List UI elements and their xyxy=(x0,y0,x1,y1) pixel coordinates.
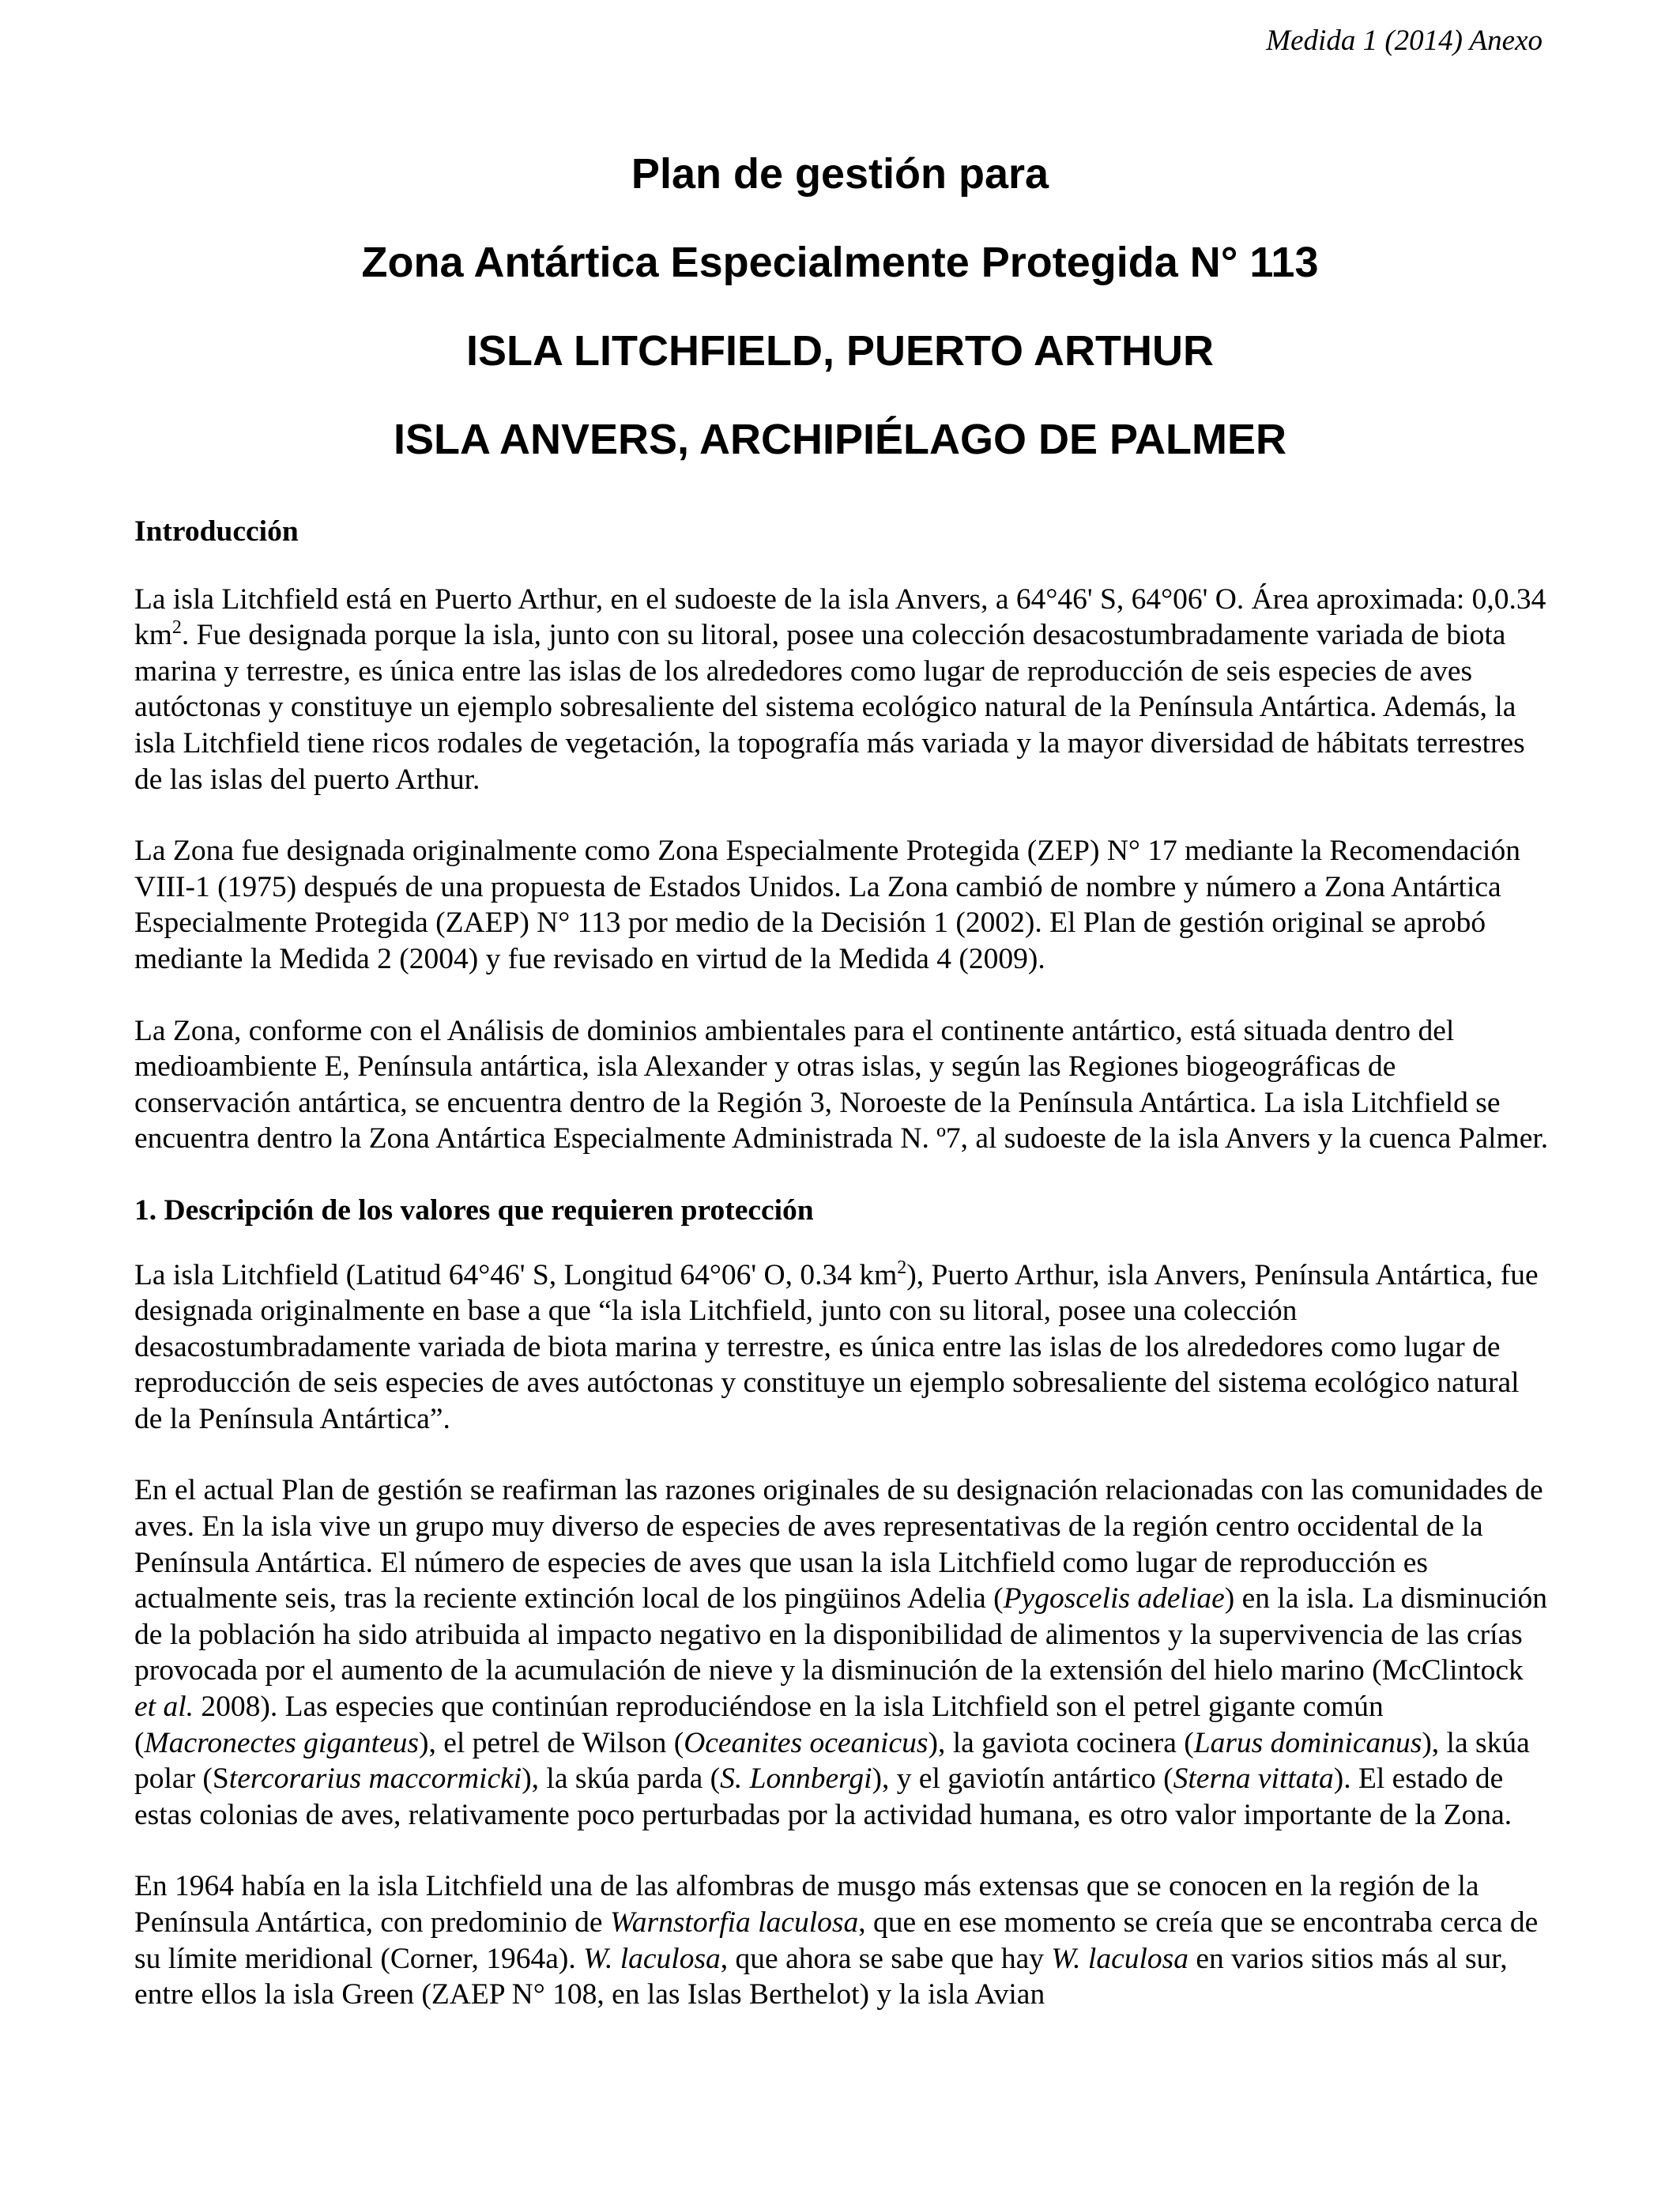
species-name: W. laculosa xyxy=(583,1942,721,1975)
s1-p3-text: en varios sitios más al sur, entre ellos la isla Green (ZAEP N° 108, en las Islas Berthelot) y la isla Avian xyxy=(134,1942,1508,2011)
s1-p2-text: En el actual Plan de gestión se reafirman las razones originales de su designación relacionadas con las comunidades de aves. En la isla vive un grupo muy diverso de especies de aves representativas de la región centro occidental de la Península Antártica. El número de especies de aves que usan la isla Litchfield como lugar de reproducción es actualmente seis, tras la reciente extinción local de los pingüinos Adelia ( xyxy=(134,1474,1543,1615)
s1-p2-text: 2008). Las especies que continúan reproduciéndose en la isla Litchfield son el petrel gigante común ( xyxy=(134,1691,1384,1759)
section-1-heading: 1. Descripción de los valores que requieren protección xyxy=(134,1193,814,1227)
species-name: Sterna vittata xyxy=(1173,1762,1334,1796)
intro-paragraph-1 xyxy=(134,582,1549,798)
document-title xyxy=(0,144,1680,498)
species-name: tercorarius maccormicki xyxy=(228,1762,522,1796)
species-name: Warnstorfia laculosa xyxy=(609,1906,859,1939)
section-1-paragraph-2 xyxy=(134,1472,1549,1833)
s1-p1-superscript: 2 xyxy=(897,1257,907,1278)
s1-p3-text: , que en ese momento se creía que se encontraba cerca de su límite meridional (Corner, 1964a). xyxy=(134,1906,1539,1975)
s1-p3-text: , que ahora se sabe que hay xyxy=(720,1942,1052,1975)
intro-paragraph-3: La Zona, conforme con el Análisis de dominios ambientales para el continente antártico, está situada dentro del medioambiente E, Península antártica, isla Alexander y otras islas, y según las Regiones biogeográficas de conservación antártica, se encuentra dentro de la Región 3, Noroeste de la Península Antártica. La isla Litchfield se encuentra dentro la Zona Antártica Especialmente Administrada N. º7, al sudoeste de la isla Anvers y la cuenca Palmer. xyxy=(134,1014,1549,1155)
species-name: Oceanites oceanicus xyxy=(684,1726,929,1759)
s1-p1-text-a: La isla Litchfield (Latitud 64°46' S, Longitud 64°06' O, 0.34 km xyxy=(134,1258,898,1291)
species-name: Macronectes giganteus xyxy=(144,1726,419,1759)
intro-p1-text-b: . Fue designada porque la isla, junto con su litoral, posee una colección desacostumbradamente variada de biota marina y terrestre, es única entre las islas de los alrededores como lugar de reproducción de seis especies de aves autóctonas y constituye un ejemplo sobresaliente del sistema ecológico natural de la Península Antártica. Además, la isla Litchfield tiene ricos rodales de vegetación, la topografía más variada y la mayor diversidad de hábitats terrestres de las islas del puerto Arthur. xyxy=(134,619,1525,796)
intro-paragraph-2: La Zona fue designada originalmente como Zona Especialmente Protegida (ZEP) N° 17 mediante la Recomendación VIII-1 (1975) después de una propuesta de Estados Unidos. La Zona cambió de nombre y número a Zona Antártica Especialmente Protegida (ZAEP) N° 113 por medio de la Decisión 1 (2002). El Plan de gestión original se aprobó mediante la Medida 2 (2004) y fue revisado en virtud de la Medida 4 (2009). xyxy=(134,835,1520,975)
s1-p2-text: ), y el gaviotín antártico ( xyxy=(872,1762,1173,1796)
s1-p2-text: ), la skúa polar (S xyxy=(134,1726,1530,1796)
species-name: S. Lonnbergi xyxy=(720,1762,872,1796)
intro-heading: Introducción xyxy=(134,515,299,548)
page-header-note: Medida 1 (2014) Anexo xyxy=(1266,25,1543,57)
s1-p3-text: En 1964 había en la isla Litchfield una de las alfombras de musgo más extensas que se conocen en la región de la Península Antártica, con predominio de xyxy=(134,1870,1479,1939)
intro-p1-text-a: La isla Litchfield está en Puerto Arthur, en el sudoeste de la isla Anvers, a 64°46' S, 64°06' O. Área aproximada: 0,0.34 km xyxy=(134,582,1546,652)
citation-et-al: et al. xyxy=(134,1691,194,1724)
s1-p2-text: ), la skúa parda ( xyxy=(522,1762,721,1796)
s1-p1-text-b: ), Puerto Arthur, isla Anvers, Península Antártica, fue designada originalmente en base a que “la isla Litchfield, junto con su litoral, posee una colección desacostumbradamente variada de biota marina y terrestre, es única entre las islas de los alrededores como lugar de reproducción de seis especies de aves autóctonas y constituye un ejemplo sobresaliente del sistema ecológico natural de la Península Antártica”. xyxy=(134,1258,1539,1435)
title-line-3: ISLA LITCHFIELD, PUERTO ARTHUR xyxy=(466,327,1214,375)
s1-p2-text: ). El estado de estas colonias de aves, relativamente poco perturbadas por la actividad humana, es otro valor importante de la Zona. xyxy=(134,1762,1512,1831)
document-body xyxy=(134,514,1549,2049)
title-line-1: Plan de gestión para xyxy=(631,150,1049,198)
s1-p2-text: ) en la isla. La disminución de la población ha sido atribuida al impacto negativo en la disponibilidad de alimentos y la supervivencia de las crías provocada por el aumento de la acumulación de nieve y la disminución de la extensión del hielo marino (McClintock xyxy=(134,1582,1547,1687)
title-line-2: Zona Antártica Especialmente Protegida N° 113 xyxy=(361,239,1319,286)
title-line-4: ISLA ANVERS, ARCHIPIÉLAGO DE PALMER xyxy=(393,416,1287,463)
s1-p2-text: ), el petrel de Wilson ( xyxy=(418,1726,684,1759)
species-name: Pygoscelis adeliae xyxy=(1003,1582,1225,1615)
section-1-paragraph-1 xyxy=(134,1257,1549,1438)
section-1-paragraph-3 xyxy=(134,1868,1549,2012)
s1-p2-text: ), la gaviota cocinera ( xyxy=(928,1726,1194,1759)
intro-p1-superscript: 2 xyxy=(171,617,182,639)
species-name: W. laculosa xyxy=(1051,1942,1189,1975)
species-name: Larus dominicanus xyxy=(1193,1726,1422,1759)
